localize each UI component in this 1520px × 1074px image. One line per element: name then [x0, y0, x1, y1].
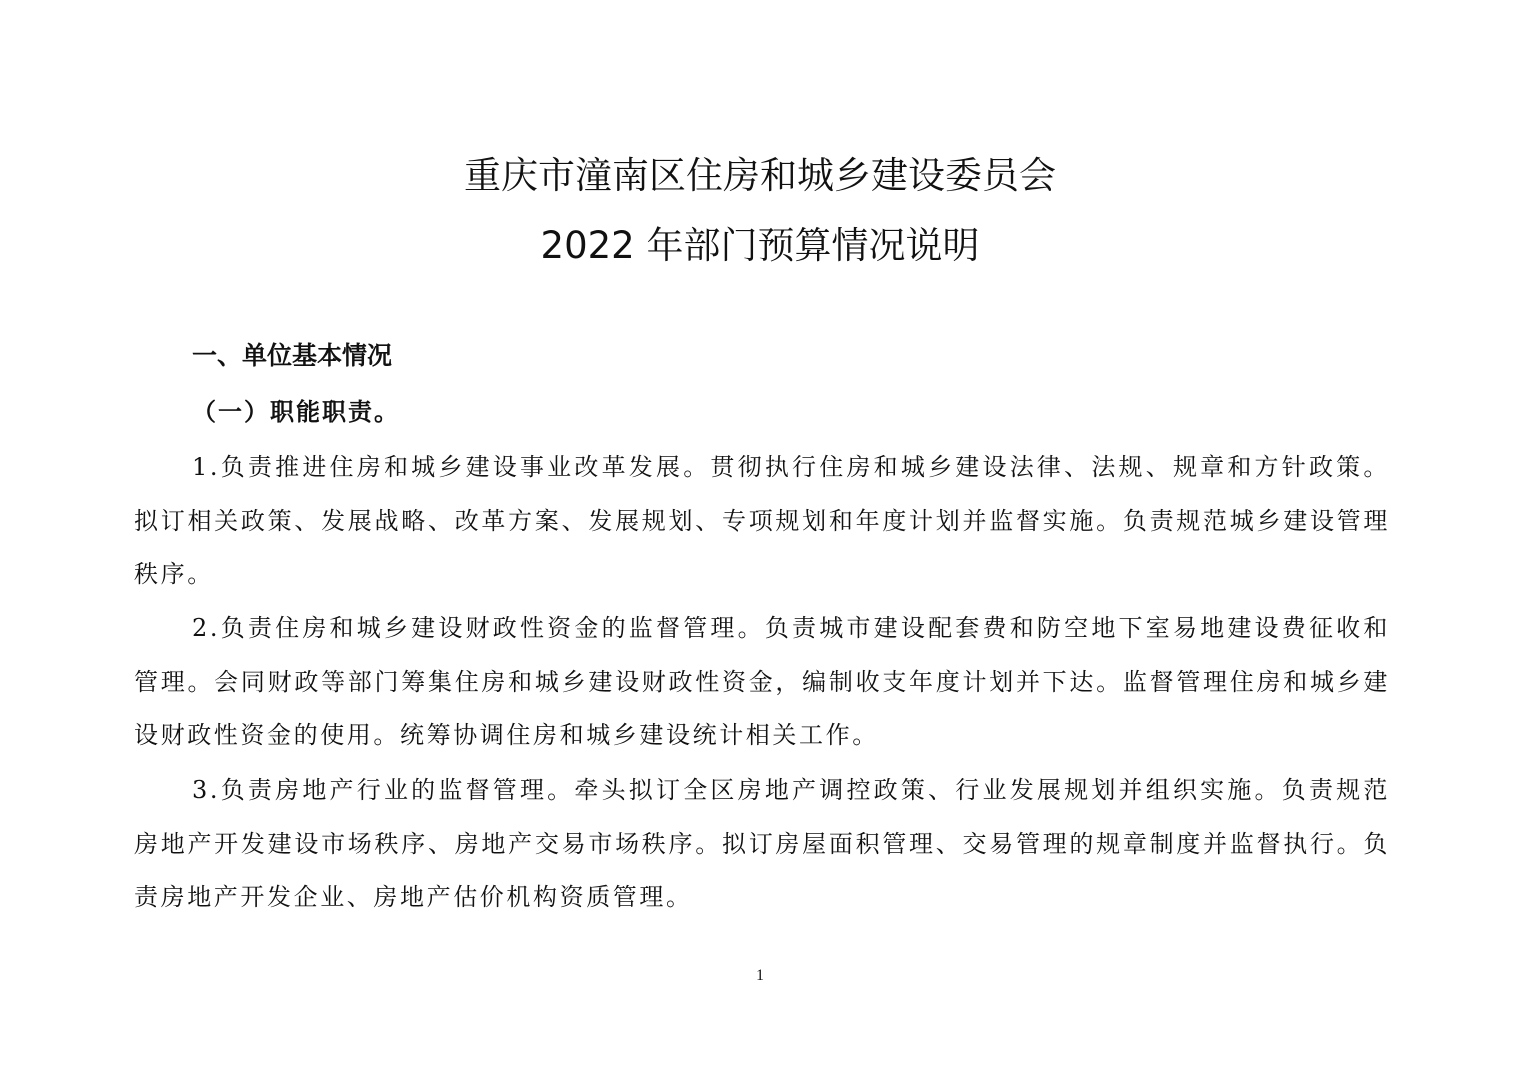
document-title-line-2: 2022 年部门预算情况说明: [540, 224, 980, 267]
document-title-line-1: 重庆市潼南区住房和城乡建设委员会: [464, 154, 1056, 197]
paragraph-duty-2: 2.负责住房和城乡建设财政性资金的监督管理。负责城市建设配套费和防空地下室易地建设费征收和管理。会同财政等部门筹集住房和城乡建设财政性资金，编制收支年度计划并下达。监督管理住房和城乡建设财政性资金的使用。统筹协调住房和城乡建设统计相关工作。: [134, 614, 1390, 749]
subsection-heading-functions: （一）职能职责。: [192, 397, 400, 426]
paragraph-duty-3: 3.负责房地产行业的监督管理。牵头拟订全区房地产调控政策、行业发展规划并组织实施。负责规范房地产开发建设市场秩序、房地产交易市场秩序。拟订房屋面积管理、交易管理的规章制度并监督执行。负责房地产开发企业、房地产估价机构资质管理。: [134, 776, 1390, 911]
section-heading-basic-info: 一、单位基本情况: [192, 341, 393, 370]
page-number: 1: [756, 967, 764, 984]
paragraph-duty-1: 1.负责推进住房和城乡建设事业改革发展。贯彻执行住房和城乡建设法律、法规、规章和方针政策。拟订相关政策、发展战略、改革方案、发展规划、专项规划和年度计划并监督实施。负责规范城乡建设管理秩序。: [134, 453, 1390, 588]
